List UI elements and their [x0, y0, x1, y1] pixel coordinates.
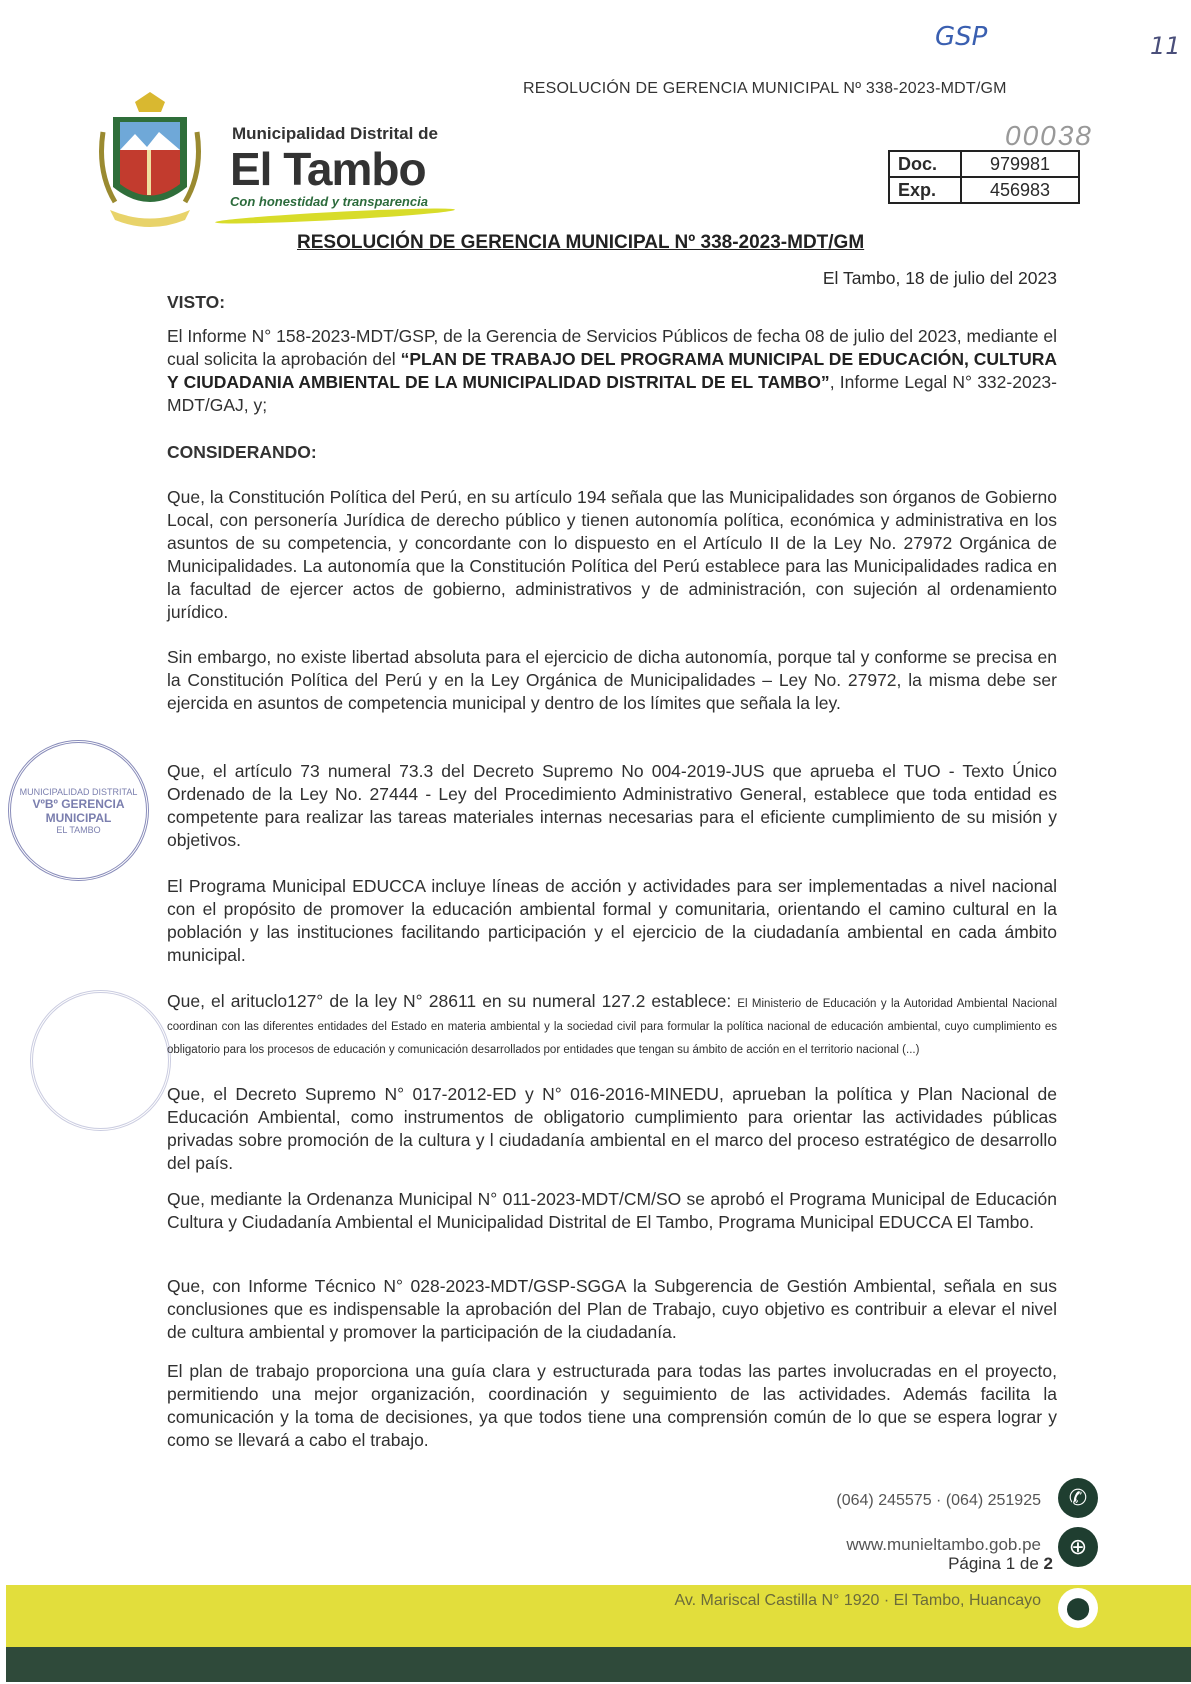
- paragraph: El plan de trabajo proporciona una guía clara y estructurada para todas las partes involucradas en el proyecto, permitiendo una mejor organización, coordinación y seguimiento de las actividades. Además facilita la comunicación y la toma de decisiones, ya que todos tiene una comprensión común de lo que se espera lograr y como se llevará a cabo el trabajo.: [167, 1361, 1057, 1450]
- stamp-top-text: MUNICIPALIDAD DISTRITAL: [19, 786, 138, 797]
- visto-heading: VISTO:: [167, 292, 226, 312]
- stamp-bottom-text: EL TAMBO: [56, 824, 101, 835]
- considerando-heading: CONSIDERANDO:: [167, 442, 317, 462]
- plan-title: “PLAN DE TRABAJO DEL PROGRAMA MUNICIPAL DE EDUCACIÓN, CULTURA Y CIUDADANIA AMBIENTAL DE LA MUNICIPALIDAD DISTRITAL DE EL TAMBO”: [167, 349, 1057, 392]
- page-label: Página 1 de: [948, 1554, 1044, 1573]
- location-pin-icon: ⬤: [1058, 1588, 1098, 1628]
- doc-reference-table: [888, 150, 1080, 204]
- stamp-mid-text: VºBº GERENCIA MUNICIPAL: [32, 796, 125, 825]
- running-header: RESOLUCIÓN DE GERENCIA MUNICIPAL Nº 338-2023-MDT/GM: [523, 80, 1007, 97]
- folio-number: 00038: [1005, 120, 1093, 151]
- globe-icon: ⊕: [1058, 1527, 1098, 1567]
- footer-address: Av. Mariscal Castilla N° 1920 · El Tambo, Huancayo: [674, 1592, 1041, 1609]
- handwritten-note: GSP: [935, 22, 988, 52]
- paragraph: El Programa Municipal EDUCCA incluye líneas de acción y actividades para ser implementadas a nivel nacional con el propósito de promover la educación ambiental formal y comunitaria, orientando el camino cultural en la población y las instituciones facilitando participación y el ejercicio de la ciudadanía ambiental en cada ámbito municipal.: [167, 876, 1057, 965]
- visto-text-end: , Informe Legal N° 332-2023-MDT/GAJ, y;: [167, 372, 1057, 415]
- brand-name: El Tambo: [230, 143, 426, 195]
- handwritten-corner-mark: 11: [1150, 32, 1181, 60]
- page-total: 2: [1043, 1554, 1053, 1573]
- paragraph: Que, el Decreto Supremo N° 017-2012-ED y N° 016-2016-MINEDU, aprueban la política y Plan Nacional de Educación Ambiental, como instrumentos de obligatorio cumplimiento para orientar las actividades públicas privadas sobre promoción de la cultura y l ciudadanía ambiental en el marco del proceso estratégico de desarrollo del país.: [167, 1084, 1057, 1173]
- paragraph: Que, con Informe Técnico N° 028-2023-MDT/GSP-SGGA la Subgerencia de Gestión Ambiental, señala en sus conclusiones que es indispensable la aprobación del Plan de Trabajo, cuyo objetivo es contribuir a elevar el nivel de cultura ambiental y promover la participación de la ciudadanía.: [167, 1276, 1057, 1342]
- slogan: Con honestidad y transparencia: [230, 194, 428, 209]
- ley-lead: Que, el arituclo127° de la ley N° 28611 en su numeral 127.2 establece:: [167, 991, 738, 1011]
- faded-stamp: [30, 990, 171, 1131]
- ley-paragraph: [167, 990, 1057, 1059]
- footer-website[interactable]: www.munieltambo.gob.pe: [846, 1535, 1041, 1554]
- ley-quote: El Ministerio de Educación y la Autoridad Ambiental Nacional coordinan con las diferentes entidades del Estado en materia ambiental y la sociedad civil para formular la política nacional de educación ambiental, cuyo cumplimiento es obligatorio para los procesos de educación y comunicación desarrollados por entidades que tengan su ámbito de acción en el territorio nacional (...): [167, 998, 1057, 1056]
- paragraph: Que, el artículo 73 numeral 73.3 del Decreto Supremo No 004-2019-JUS que aprueba el TUO - Texto Único Ordenado de la Ley No. 27444 - Ley del Procedimiento Administrativo General, establece que toda entidad es competente para realizar las tareas materiales internas necesarias para el eficiente cumplimiento de su misión y objetivos.: [167, 761, 1057, 850]
- vb-stamp: [8, 740, 149, 881]
- visto-paragraph: [167, 325, 1057, 417]
- doc-label: Doc.: [889, 151, 961, 177]
- municipal-crest-logo: [95, 92, 205, 237]
- doc-value: 979981: [961, 151, 1079, 177]
- footer-green-band: [6, 1647, 1191, 1682]
- visto-text: El Informe N° 158-2023-MDT/GSP, de la Gerencia de Servicios Públicos de fecha 08 de julio del 2023, mediante el cual solicita la aprobación del: [167, 326, 1057, 369]
- exp-value: 456983: [961, 177, 1079, 203]
- paragraph: Que, la Constitución Política del Perú, en su artículo 194 señala que las Municipalidades son órganos de Gobierno Local, con personería Jurídica de derecho público y tienen autonomía política, económica y administrativa en los asuntos de su competencia, y concordante con lo dispuesto en el Artículo II de la Ley No. 27972 Orgánica de Municipalidades. La autonomía que la Constitución Política del Perú establece para las Municipalidades radica en la facultad de ejercer actos de gobierno, administrativos y de administración, con sujeción al ordenamiento jurídico.: [167, 487, 1057, 622]
- exp-label: Exp.: [889, 177, 961, 203]
- document-title: RESOLUCIÓN DE GERENCIA MUNICIPAL Nº 338-2023-MDT/GM: [297, 232, 865, 253]
- page-number: [948, 1554, 1053, 1574]
- paragraph: Sin embargo, no existe libertad absoluta para el ejercicio de dicha autonomía, porque tal y conforme se precisa en la Constitución Política del Perú y en la Ley Orgánica de Municipalidades – Ley No. 27972, la misma debe ser ejercida en asuntos de competencia municipal y dentro de los límites que señala la ley.: [167, 647, 1057, 713]
- document-date: El Tambo, 18 de julio del 2023: [822, 268, 1057, 288]
- paragraph: Que, mediante la Ordenanza Municipal N° 011-2023-MDT/CM/SO se aprobó el Programa Municipal de Educación Cultura y Ciudadanía Ambiental el Municipalidad Distrital de El Tambo, Programa Municipal EDUCCA El Tambo.: [167, 1189, 1057, 1232]
- brand-line: Municipalidad Distrital de: [232, 124, 438, 143]
- phone-icon: ✆: [1058, 1478, 1098, 1518]
- footer-phones: (064) 245575 · (064) 251925: [836, 1492, 1041, 1509]
